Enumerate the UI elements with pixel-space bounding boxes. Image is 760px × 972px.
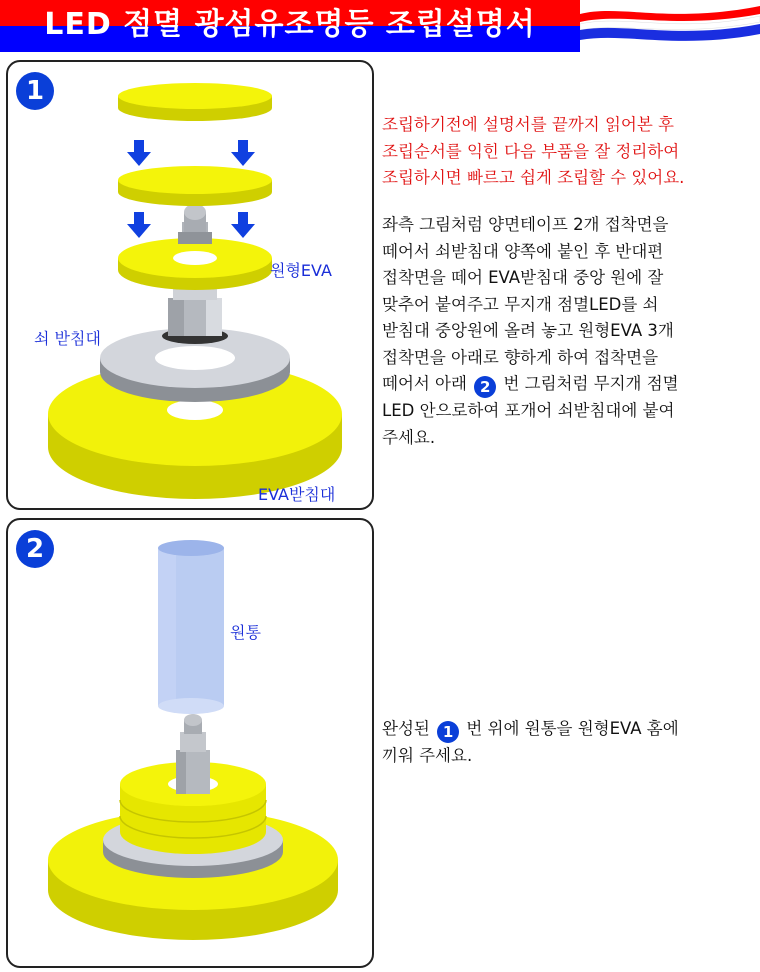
step1-desc-ref-line	[382, 371, 756, 398]
intro-line: 조립하기전에 설명서를 끝까지 읽어본 후	[382, 115, 674, 134]
step2-panel	[6, 518, 374, 968]
arrow-down-icon	[127, 140, 151, 166]
ring-eva-3	[118, 238, 272, 290]
arrow-down-icon	[231, 140, 255, 166]
title-banner	[0, 0, 580, 52]
step2-assembly-illustration	[8, 520, 374, 968]
step1-desc-line: 주세요.	[382, 427, 436, 447]
ref-prefix: 완성된	[382, 719, 430, 738]
step1-description	[382, 212, 756, 451]
tube-label: 원통	[230, 623, 261, 642]
ref-suffix: 번 그림처럼 무지개 점멸	[503, 374, 679, 393]
step2-desc-ref-line	[382, 716, 756, 743]
step1-desc-line: 접착면을 떼어 EVA받침대 중앙 원에 잘	[382, 268, 664, 287]
arrow-down-icon	[231, 212, 255, 238]
ring-eva-label: 원형EVA	[270, 261, 332, 280]
step1-assembly-illustration	[8, 62, 374, 510]
step1-desc-line: LED 안으로하여 포개어 쇠받침대에 붙여	[382, 401, 675, 420]
ref-suffix: 번 위에 원통을 원형EVA 홈에	[466, 719, 679, 738]
step2-description	[382, 716, 756, 770]
intro-line: 조립하시면 빠르고 쉽게 조립할 수 있어요.	[382, 168, 685, 187]
step1-desc-line: 좌측 그림처럼 양면테이프 2개 접착면을	[382, 215, 669, 234]
step2-badge: 2	[16, 530, 54, 568]
arrow-down-icon	[127, 212, 151, 238]
step1-desc-line: 맞추어 붙여주고 무지개 점멸LED를 쇠	[382, 294, 659, 314]
step1-desc-line: 떼어서 쇠받침대 양쪽에 붙인 후 반대편	[382, 241, 664, 261]
ref-prefix: 떼어서 아래	[382, 374, 467, 393]
step1-desc-line: 받침대 중앙원에 올려 놓고 원형EVA 3개	[382, 321, 674, 340]
intro-notice	[382, 112, 756, 192]
tube-cylinder	[158, 540, 224, 714]
intro-line: 조립순서를 익힌 다음 부품을 잘 정리하여	[382, 141, 680, 161]
ring-eva-2	[118, 166, 272, 206]
step2-desc-line: 끼워 주세요.	[382, 746, 473, 765]
iron-stand-label: 쇠 받침대	[34, 329, 101, 348]
led-assembly	[176, 714, 210, 794]
page-title: LED 점멸 광섬유조명등 조립설명서	[44, 7, 536, 42]
step1-panel	[6, 60, 374, 510]
step1-ref-badge: 1	[437, 721, 459, 743]
step1-badge: 1	[16, 72, 54, 110]
header	[0, 0, 760, 52]
flag-stripes-decoration	[580, 0, 760, 52]
ring-eva-1	[118, 83, 272, 121]
eva-stand-label: EVA받침대	[258, 485, 336, 504]
step1-desc-line: 접착면을 아래로 향하게 하여 접착면을	[382, 347, 659, 367]
step2-ref-badge: 2	[474, 376, 496, 398]
